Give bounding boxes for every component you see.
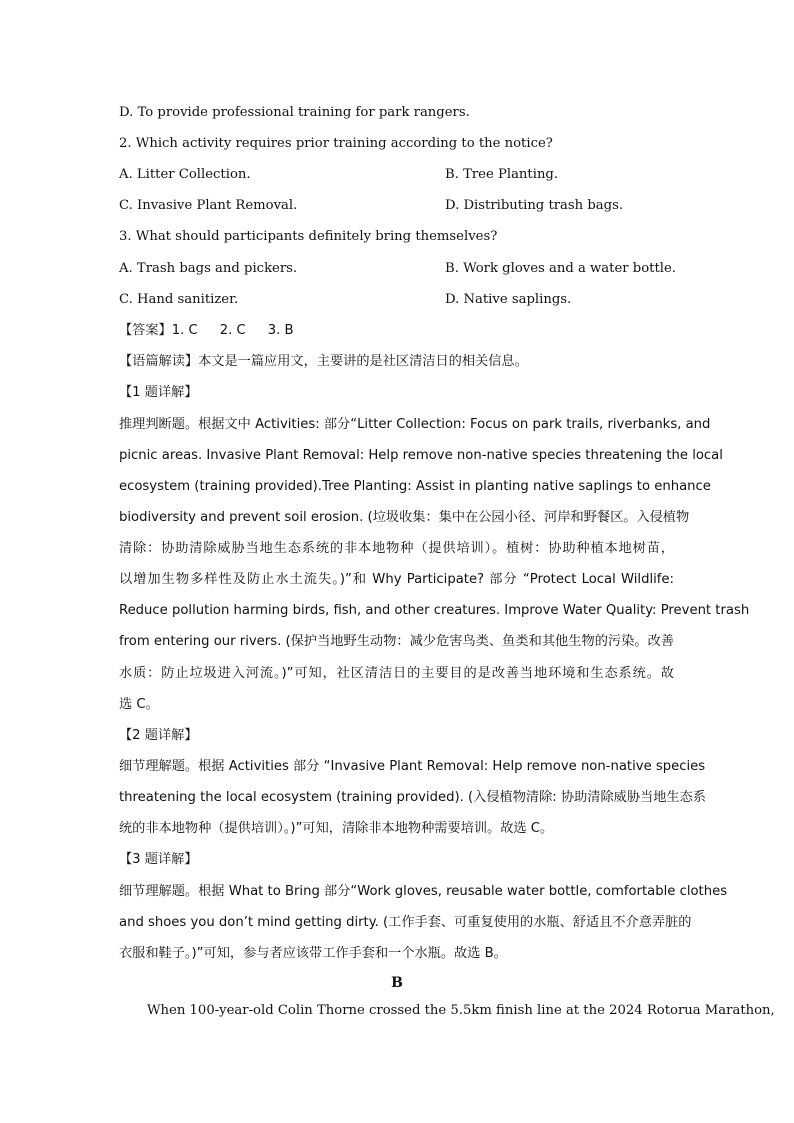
section-b-first-line: When 100-year-old Colin Thorne crossed the 5.5km finish line at the 2024 Rotorua Marathon, [147, 1003, 775, 1018]
detail-1-line: picnic areas. Invasive Plant Removal: Help remove non-native species threatening the local [119, 448, 723, 463]
detail-2-last-line: 统的非本地物种（提供培训）。)”可知，清除非本地物种需要培训。故选 C。 [119, 821, 554, 836]
q2-stem: 2. Which activity requires prior training according to the notice? [119, 136, 553, 151]
detail-1-line: 水质：防止垃圾进入河流。)”可知，社区清洁日的主要目的是改善当地环境和生态系统。故 [119, 666, 674, 681]
q2-option-a: A. Litter Collection. [119, 167, 251, 182]
detail-3-title: 【3 题详解】 [119, 852, 198, 867]
detail-1-line: 以增加生物多样性及防止水土流失。)”和 Why Participate? 部分 “Protect Local Wildlife: [119, 572, 674, 587]
q3-stem: 3. What should participants definitely bring themselves? [119, 229, 498, 244]
detail-3-line: and shoes you don’t mind getting dirty. (工作手套、可重复使用的水瓶、舒适且不介意弄脏的 [119, 915, 692, 930]
detail-2-line: 细节理解题。根据 Activities 部分 “Invasive Plant Removal: Help remove non-native species [119, 759, 706, 774]
q2-option-c: C. Invasive Plant Removal. [119, 198, 298, 213]
detail-1-line: ecosystem (training provided).Tree Planting: Assist in planting native saplings to enhance [119, 479, 711, 494]
q3-option-c: C. Hand sanitizer. [119, 292, 239, 307]
detail-1-line: 清除：协助清除威胁当地生态系统的非本地物种（提供培训）。植树：协助种植本地树苗， [119, 541, 674, 556]
q1-option-d: D. To provide professional training for park rangers. [119, 105, 470, 120]
detail-3-last-line: 衣服和鞋子。)”可知，参与者应该带工作手套和一个水瓶。故选 B。 [119, 946, 507, 961]
detail-1-title: 【1 题详解】 [119, 385, 198, 400]
detail-1-line: biodiversity and prevent soil erosion. (垃圾收集：集中在公园小径、河岸和野餐区。入侵植物 [119, 510, 690, 525]
answer-3: 3. B [267, 323, 294, 338]
detail-3-line: 细节理解题。根据 What to Bring 部分“Work gloves, reusable water bottle, comfortable clothes [119, 884, 728, 899]
detail-1-line: 推理判断题。根据文中 Activities: 部分“Litter Collection: Focus on park trails, riverbanks, and [119, 417, 711, 432]
detail-2-title: 【2 题详解】 [119, 728, 198, 743]
q2-option-b: B. Tree Planting. [445, 167, 559, 182]
section-b-heading: B [391, 975, 403, 991]
answer-label: 【答案】 [119, 323, 172, 338]
answer-2: 2. C [219, 323, 246, 338]
detail-1-last-line: 选 C。 [119, 697, 159, 712]
detail-1-line: Reduce pollution harming birds, fish, and other creatures. Improve Water Quality: Prevent trash [119, 603, 750, 618]
q3-option-b: B. Work gloves and a water bottle. [445, 261, 676, 276]
q3-option-a: A. Trash bags and pickers. [119, 261, 298, 276]
q2-option-d: D. Distributing trash bags. [445, 198, 624, 213]
detail-1-line: from entering our rivers. (保护当地野生动物：减少危害鸟类、鱼类和其他生物的污染。改善 [119, 634, 674, 649]
reading-summary: 【语篇解读】本文是一篇应用文，主要讲的是社区清洁日的相关信息。 [119, 354, 528, 369]
answer-line [119, 322, 294, 340]
answer-1: 1. C [171, 323, 198, 338]
q3-option-d: D. Native saplings. [445, 292, 572, 307]
detail-2-line: threatening the local ecosystem (training provided). (入侵植物清除: 协助清除威胁当地生态系 [119, 790, 706, 805]
